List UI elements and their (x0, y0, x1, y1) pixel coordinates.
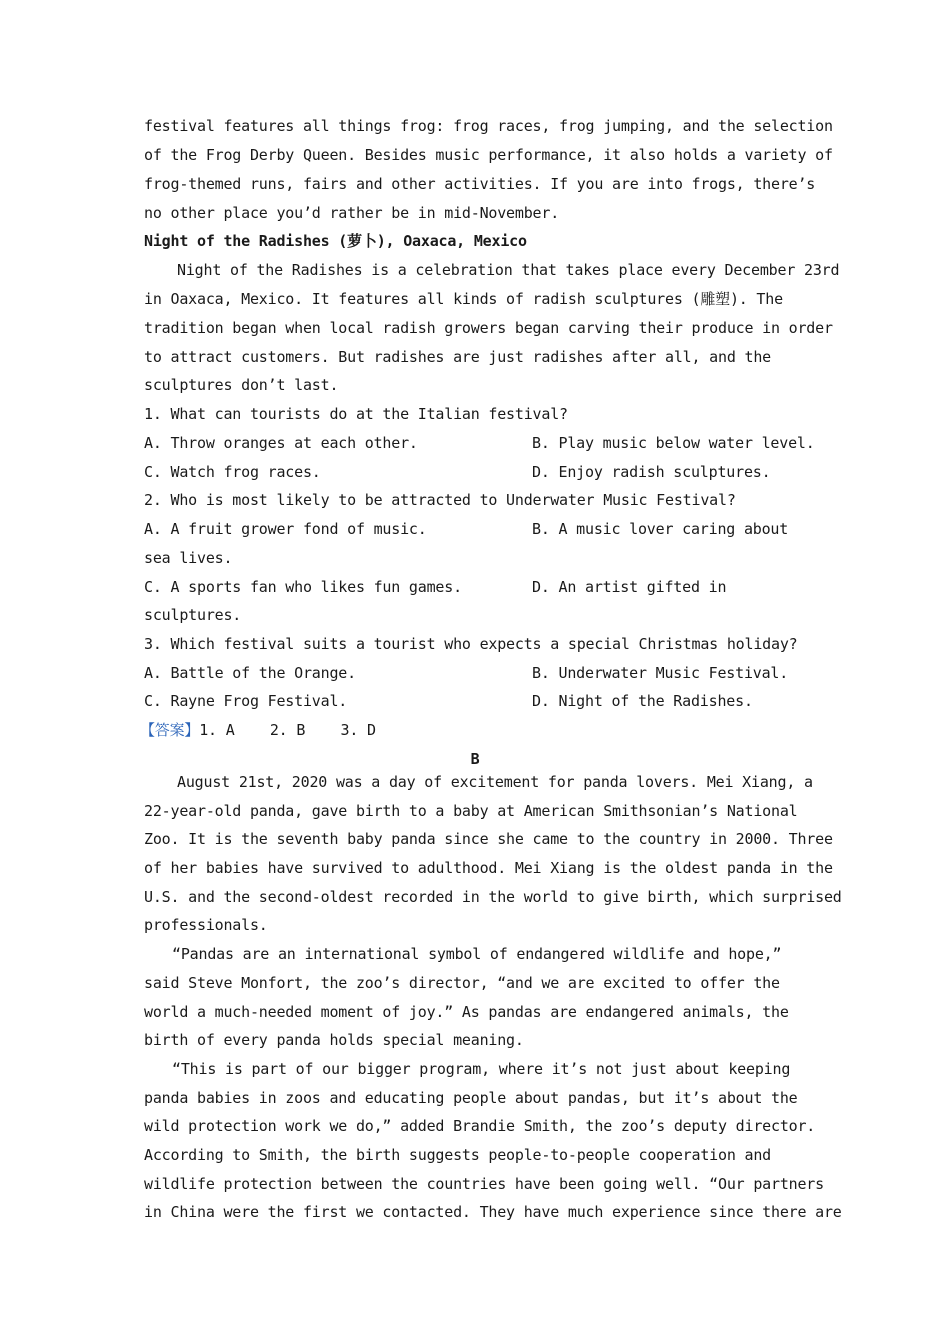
option-a: A. Throw oranges at each other. (144, 434, 418, 452)
question-stem: 1. What can tourists do at the Italian festival? (144, 405, 568, 423)
paragraph-line: panda babies in zoos and educating people about pandas, but it’s about the (144, 1089, 798, 1107)
answer-tag: 【答案】 (140, 721, 200, 739)
paragraph-line: festival features all things frog: frog races, frog jumping, and the selection (144, 117, 833, 135)
paragraph-line: frog-themed runs, fairs and other activities. If you are into frogs, there’s (144, 175, 816, 193)
paragraph-line: professionals. (144, 916, 268, 934)
option-b: B. A music lover caring about (532, 520, 789, 538)
option-d: D. Night of the Radishes. (532, 692, 753, 710)
paragraph-line: U.S. and the second-oldest recorded in the world to give birth, which surprised (144, 888, 842, 906)
section-heading: Night of the Radishes (萝卜), Oaxaca, Mexico (144, 232, 527, 250)
paragraph-line: wild protection work we do,” added Brandie Smith, the zoo’s deputy director. (144, 1117, 816, 1135)
section-title: B (470, 750, 480, 768)
answer-line (140, 716, 376, 744)
paragraph-line: of her babies have survived to adulthood. Mei Xiang is the oldest panda in the (144, 859, 833, 877)
paragraph-line: in China were the first we contacted. They have much experience since there are (144, 1203, 842, 1221)
paragraph-line: birth of every panda holds special meaning. (144, 1031, 524, 1049)
paragraph-line: “Pandas are an international symbol of endangered wildlife and hope,” (172, 945, 782, 963)
option-d: D. An artist gifted in (532, 578, 727, 596)
paragraph-line: 22-year-old panda, gave birth to a baby at American Smithsonian’s National (144, 802, 798, 820)
paragraph-line: of the Frog Derby Queen. Besides music performance, it also holds a variety of (144, 146, 833, 164)
option-b: B. Play music below water level. (532, 434, 815, 452)
option-b-continued: sea lives. (144, 549, 233, 567)
paragraph-line: no other place you’d rather be in mid-November. (144, 204, 560, 222)
paragraph-line: According to Smith, the birth suggests people-to-people cooperation and (144, 1146, 771, 1164)
question-stem: 2. Who is most likely to be attracted to Underwater Music Festival? (144, 491, 736, 509)
question-stem: 3. Which festival suits a tourist who expects a special Christmas holiday? (144, 635, 798, 653)
option-d: D. Enjoy radish sculptures. (532, 463, 771, 481)
option-a: A. A fruit grower fond of music. (144, 520, 427, 538)
option-c: C. Rayne Frog Festival. (144, 692, 348, 710)
paragraph-line: Night of the Radishes is a celebration that takes place every December 23rd (177, 261, 840, 279)
paragraph-line: tradition began when local radish growers began carving their produce in order (144, 319, 833, 337)
option-d-continued: sculptures. (144, 606, 242, 624)
paragraph-line: “This is part of our bigger program, where it’s not just about keeping (172, 1060, 791, 1078)
paragraph-line: August 21st, 2020 was a day of excitement for panda lovers. Mei Xiang, a (177, 773, 813, 791)
option-c: C. Watch frog races. (144, 463, 321, 481)
answer-text: 1. A 2. B 3. D (199, 721, 376, 739)
paragraph-line: in Oaxaca, Mexico. It features all kinds of radish sculptures (雕塑). The (144, 290, 783, 308)
paragraph-line: said Steve Monfort, the zoo’s director, “and we are excited to offer the (144, 974, 780, 992)
option-c: C. A sports fan who likes fun games. (144, 578, 462, 596)
option-a: A. Battle of the Orange. (144, 664, 356, 682)
paragraph-line: world a much-needed moment of joy.” As pandas are endangered animals, the (144, 1003, 789, 1021)
paragraph-line: to attract customers. But radishes are just radishes after all, and the (144, 348, 771, 366)
paragraph-line: wildlife protection between the countries have been going well. “Our partners (144, 1175, 824, 1193)
option-b: B. Underwater Music Festival. (532, 664, 789, 682)
paragraph-line: Zoo. It is the seventh baby panda since she came to the country in 2000. Three (144, 830, 833, 848)
paragraph-line: sculptures don’t last. (144, 376, 339, 394)
